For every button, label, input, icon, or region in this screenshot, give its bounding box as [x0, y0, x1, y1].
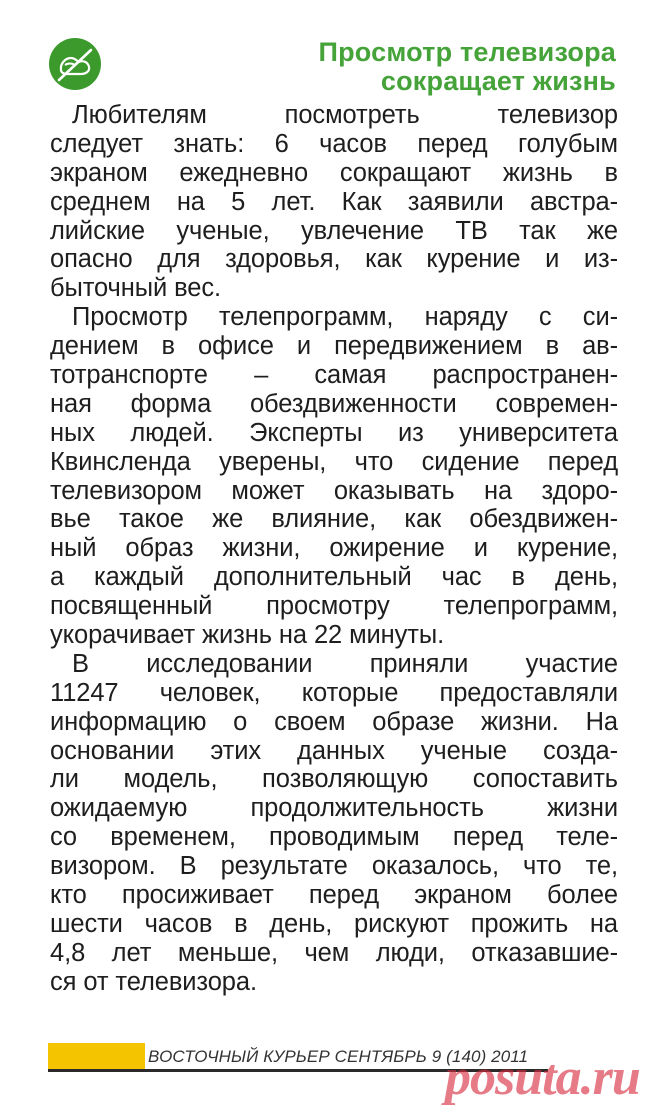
text-line: Квинсленда уверены, что сидение перед [50, 447, 618, 476]
text-line: ная форма обездвиженности современ- [50, 389, 618, 418]
text-line: 11247 человек, которые предоставляли [50, 678, 618, 707]
text-line: визором. В результате оказалось, что те, [50, 852, 618, 881]
text-line: лийские ученые, увлечение ТВ так же [50, 216, 618, 245]
text-line: В исследовании приняли участие [72, 649, 618, 678]
text-line: а каждый дополнительный час в день, [50, 563, 618, 592]
text-line: опасно для здоровья, как курение и из- [50, 245, 618, 274]
text-line: укорачивает жизнь на 22 минуты. [50, 621, 445, 650]
text-line: экраном ежедневно сокращают жизнь в [50, 158, 618, 187]
no-cigarette-hand-icon [49, 38, 101, 90]
text-line: быточный вес. [50, 274, 221, 303]
text-line: 4,8 лет меньше, чем люди, отказавшие- [50, 938, 618, 967]
text-line: информацию о своем образе жизни. На [50, 707, 618, 736]
text-line: кто просиживает перед экраном более [50, 881, 618, 910]
text-line: вье такое же влияние, как обездвижен- [50, 505, 618, 534]
text-line: Любителям посмотреть телевизор [72, 101, 618, 129]
text-line: среднем на 5 лет. Как заявили австра- [50, 187, 618, 216]
text-line: ный образ жизни, ожирение и курение, [50, 534, 618, 563]
text-line: ных людей. Эксперты из университета [50, 418, 618, 447]
source-citation: ВОСТОЧНЫЙ КУРЬЕР СЕНТЯБРЬ 9 (140) 2011 [148, 1047, 529, 1066]
text-line: ли модель, позволяющую сопоставить [50, 765, 618, 794]
text-line: посвященный просмотру телепрограмм, [50, 592, 618, 621]
text-line: основании этих данных ученые созда- [50, 736, 618, 765]
text-line: дением в офисе и передвижением в ав- [50, 332, 618, 361]
headline-line: Просмотр телевизора [318, 37, 616, 67]
footer-color-bar [48, 1043, 145, 1069]
text-line: тотранспорте – самая распространен- [50, 361, 618, 390]
headline-line: сокращает жизнь [380, 66, 616, 96]
text-line: ся от телевизора. [50, 967, 257, 996]
text-line: ожидаемую продолжительность жизни [50, 794, 618, 823]
text-line: Просмотр телепрограмм, наряду с си- [72, 303, 618, 332]
article-headline [318, 38, 616, 96]
watermark-logo: posuta.ru [445, 1049, 640, 1106]
article-body [50, 101, 618, 997]
text-line: следует знать: 6 часов перед голубым [50, 129, 618, 158]
text-line: телевизором может оказывать на здоро- [50, 476, 618, 505]
text-line: со временем, проводимым перед теле- [50, 823, 618, 852]
hand-icon [55, 46, 95, 82]
text-line: шести часов в день, рискуют прожить на [50, 909, 618, 938]
